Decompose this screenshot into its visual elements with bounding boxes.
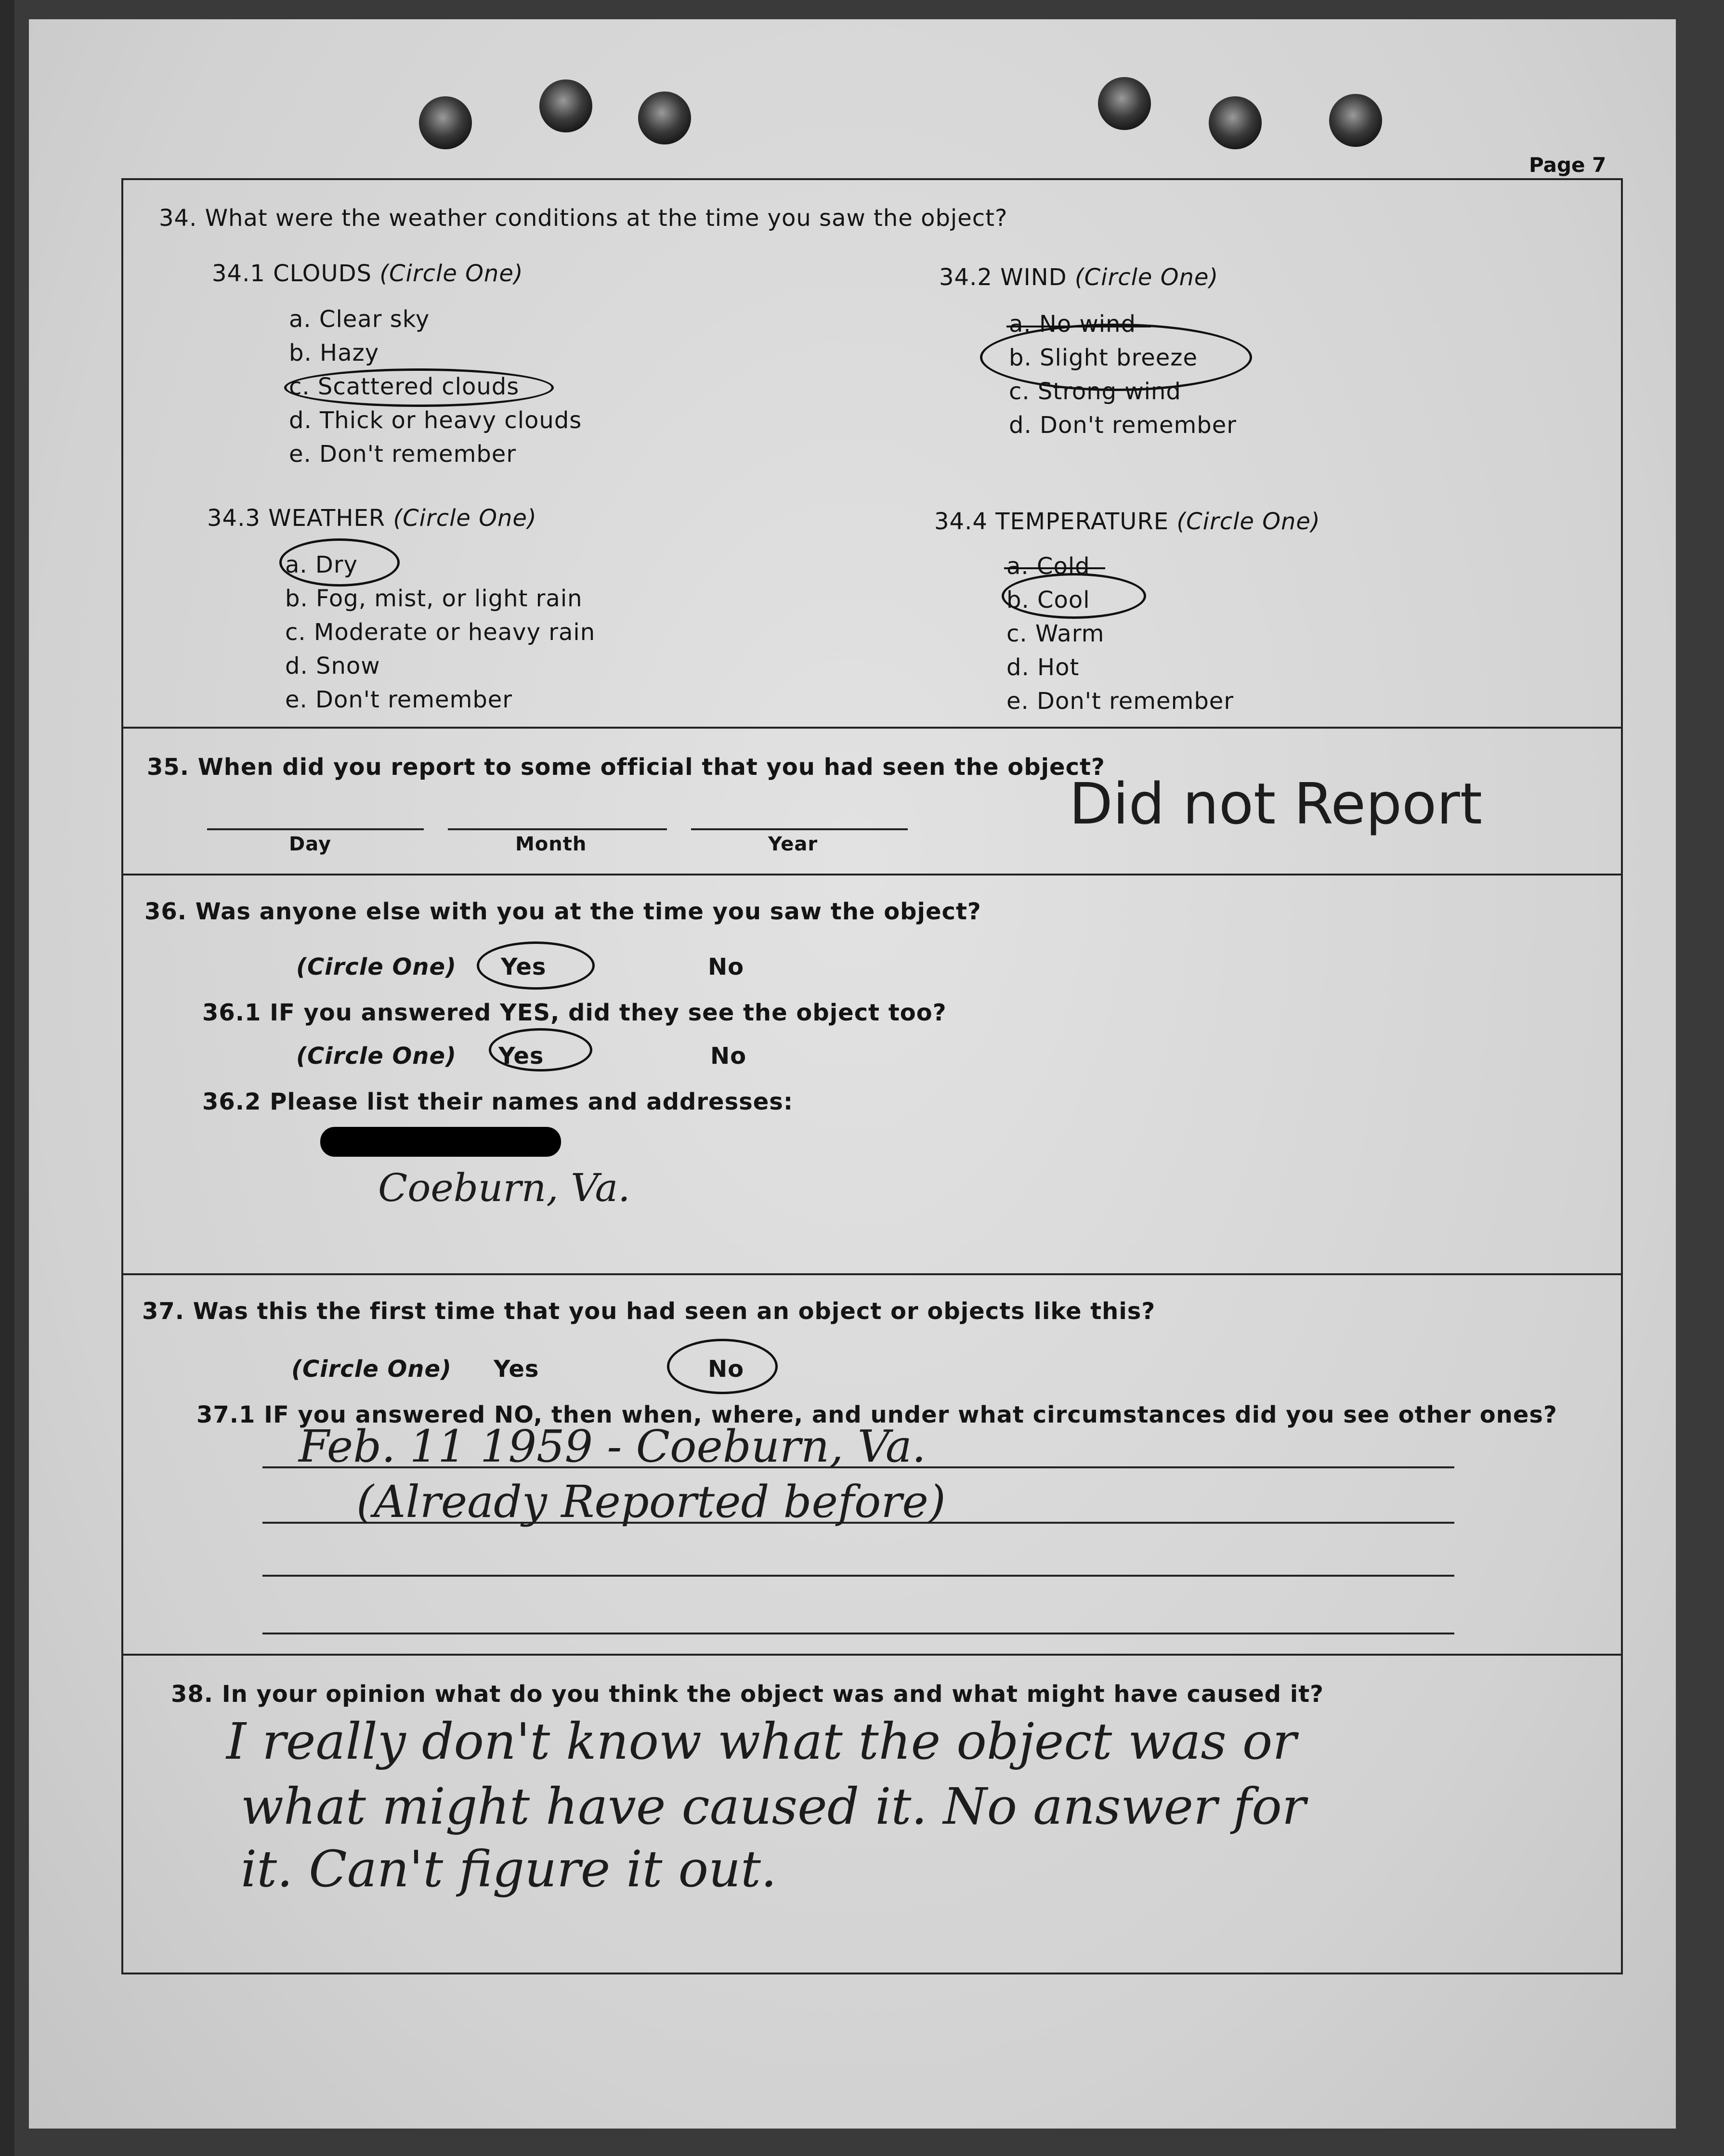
- question-38: 38. In your opinion what do you think the object was and what might have caused it?: [171, 1681, 1324, 1708]
- q37-1-handwritten-line-2: (Already Reported before): [356, 1476, 946, 1528]
- clouds-option-a: a. Clear sky: [289, 306, 430, 333]
- binder-hole: [1098, 77, 1151, 130]
- binder-hole: [419, 96, 472, 149]
- month-label: Month: [515, 833, 587, 855]
- temperature-option-b: b. Cool: [1006, 587, 1090, 614]
- q37-1-handwritten-line-1: Feb. 11 1959 - Coeburn, Va.: [299, 1421, 926, 1472]
- weather-option-c: c. Moderate or heavy rain: [285, 619, 596, 646]
- clouds-option-b: b. Hazy: [289, 340, 379, 366]
- q36-1-no: No: [710, 1043, 747, 1070]
- temperature-option-a: a. Cold: [1006, 553, 1090, 580]
- question-36-2: 36.2 Please list their names and addresses:: [202, 1088, 794, 1115]
- wind-title: 34.2 WIND (Circle One): [939, 264, 1219, 291]
- day-line: [207, 828, 424, 830]
- q36-instruction: (Circle One): [296, 954, 457, 980]
- q37-no: No: [708, 1356, 744, 1383]
- wind-option-b: b. Slight breeze: [1009, 344, 1198, 371]
- temperature-title: 34.4 TEMPERATURE (Circle One): [934, 508, 1320, 535]
- section-divider: [123, 727, 1621, 729]
- clouds-option-e: e. Don't remember: [289, 441, 517, 468]
- weather-option-b: b. Fog, mist, or light rain: [285, 585, 583, 612]
- temperature-circle-mark: [1002, 573, 1146, 619]
- wind-option-c: c. Strong wind: [1009, 378, 1181, 405]
- weather-option-d: d. Snow: [285, 653, 380, 679]
- clouds-title: 34.1 CLOUDS (Circle One): [212, 260, 523, 287]
- q36-yes-circle-mark: [477, 941, 595, 990]
- question-36: 36. Was anyone else with you at the time you saw the object?: [144, 898, 981, 925]
- q35-handwritten-answer: Did not Report: [1069, 771, 1482, 837]
- question-37-1: 37.1 IF you answered NO, then when, where, and under what circumstances did you see other ones?: [196, 1401, 1557, 1428]
- binder-hole: [539, 79, 592, 132]
- weather-circle-mark: [279, 538, 400, 587]
- weather-option-e: e. Don't remember: [285, 686, 513, 713]
- wind-option-d: d. Don't remember: [1009, 412, 1237, 439]
- page-number: Page 7: [1529, 153, 1606, 177]
- binder-hole: [1209, 96, 1262, 149]
- q37-instruction: (Circle One): [291, 1356, 452, 1383]
- q36-2-handwritten-address: Coeburn, Va.: [378, 1165, 630, 1210]
- binder-hole: [1329, 94, 1382, 147]
- weather-title: 34.3 WEATHER (Circle One): [207, 505, 537, 532]
- weather-option-a: a. Dry: [285, 551, 358, 578]
- scan-edge-left: [0, 0, 14, 2156]
- q36-yes: Yes: [501, 954, 547, 980]
- temperature-option-c: c. Warm: [1006, 620, 1105, 647]
- q37-no-circle-mark: [667, 1339, 778, 1394]
- clouds-option-d: d. Thick or heavy clouds: [289, 407, 582, 434]
- day-label: Day: [289, 833, 332, 855]
- answer-line: [262, 1633, 1454, 1634]
- q37-yes: Yes: [494, 1356, 539, 1383]
- section-divider: [123, 1654, 1621, 1656]
- redaction-bar: [320, 1127, 561, 1157]
- wind-option-a: a. No wind: [1009, 311, 1136, 338]
- q36-1-yes: Yes: [498, 1043, 544, 1070]
- year-line: [691, 828, 908, 830]
- q36-no: No: [708, 954, 744, 980]
- question-37: 37. Was this the first time that you had seen an object or objects like this?: [142, 1298, 1156, 1325]
- clouds-circle-mark: [284, 368, 554, 407]
- section-divider: [123, 874, 1621, 875]
- answer-line: [262, 1575, 1454, 1577]
- binder-hole: [638, 91, 691, 144]
- section-divider: [123, 1273, 1621, 1275]
- question-35: 35. When did you report to some official that you had seen the object?: [147, 754, 1105, 781]
- year-label: Year: [768, 833, 818, 855]
- temperature-option-d: d. Hot: [1006, 654, 1080, 681]
- question-34: 34. What were the weather conditions at the time you saw the object?: [159, 205, 1008, 232]
- q36-1-yes-circle-mark: [489, 1028, 592, 1071]
- q38-handwritten-line-2: what might have caused it. No answer for: [241, 1777, 1306, 1836]
- q38-handwritten-line-3: it. Can't figure it out.: [241, 1840, 777, 1898]
- temperature-option-e: e. Don't remember: [1006, 688, 1234, 715]
- q38-handwritten-line-1: I really don't know what the object was or: [226, 1712, 1297, 1771]
- question-36-1: 36.1 IF you answered YES, did they see the object too?: [202, 999, 947, 1026]
- q36-1-instruction: (Circle One): [296, 1043, 457, 1070]
- temperature-strike-mark: [1004, 567, 1105, 569]
- month-line: [448, 828, 667, 830]
- clouds-option-c: c. Scattered clouds: [289, 373, 520, 400]
